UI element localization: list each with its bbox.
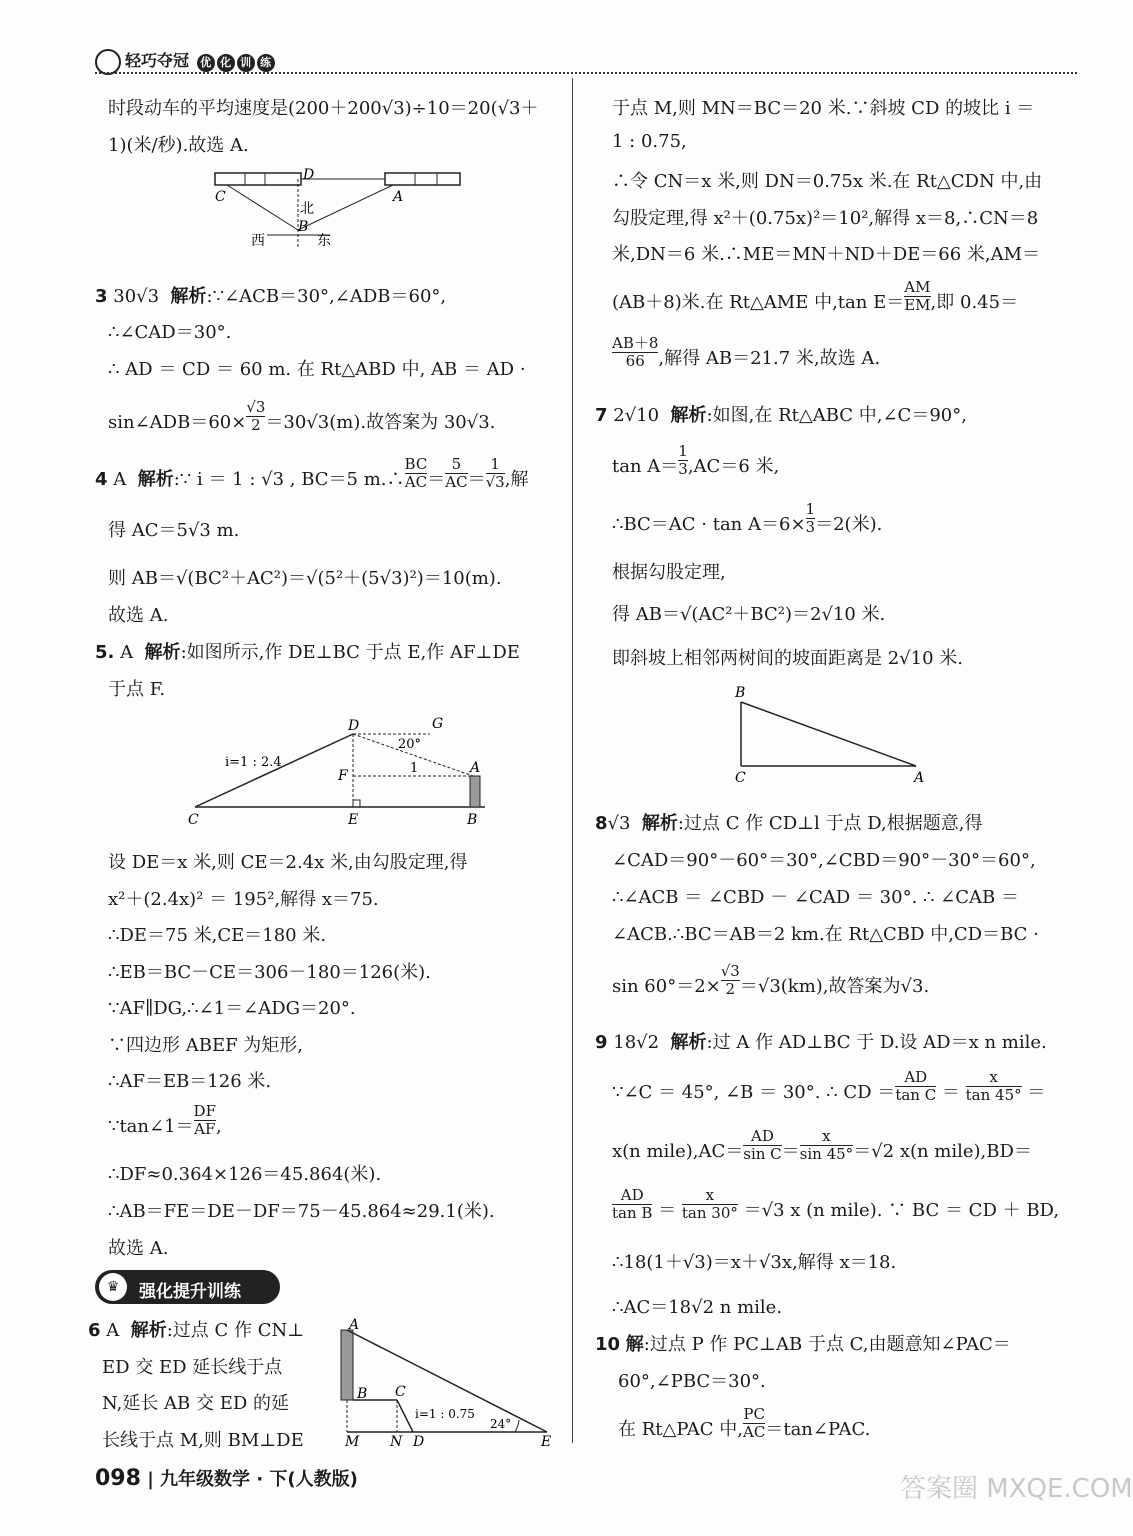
label-C: C [215, 189, 226, 205]
text-line: ED 交 ED 延长线于点 [102, 1357, 283, 1378]
text-line: $\frac{AD}{\text{tan B}}$ ＝ $\frac{x}{\tan 30^\circ}$ ＝√3 x (n mile). ∵ BC ＝ CD ＋ BD, [612, 1185, 1060, 1222]
text-line: 根据勾股定理, [612, 562, 726, 583]
text-line: sin∠ADB＝60× $\frac{√3}{2}$ ＝30√3(m).故答案为 30√3. [108, 397, 496, 434]
figure-slope [180, 710, 510, 835]
column-divider [572, 78, 573, 1443]
crown-icon: ♛ [99, 1273, 127, 1301]
label-B: B [467, 812, 478, 828]
logo-icon [95, 49, 121, 75]
label-east: 东 [317, 233, 331, 249]
question-10: 10 解:过点 P 作 PC⊥AB 于点 C,由题意知∠PAC＝ [595, 1334, 1011, 1355]
text-line: 米,DN＝6 米.∴ME＝MN＋ND＋DE＝66 米,AM＝ [612, 244, 1041, 265]
text-line: 设 DE＝x 米,则 CE＝2.4x 米,由勾股定理,得 [108, 852, 468, 873]
text-line: 60°,∠PBC＝30°. [618, 1371, 766, 1392]
text-line: 时段动车的平均速度是(200＋200√3)÷10＝20(√3＋ [108, 98, 539, 119]
text-line: ∴AB＝FE＝DE－DF＝75－45.864≈29.1(米). [108, 1201, 495, 1222]
label-G: G [432, 716, 444, 732]
slope-label: i=1 : 0.75 [415, 1407, 475, 1421]
angle-label: 24° [490, 1417, 512, 1431]
text-line: ∴DF≈0.364×126＝45.864(米). [108, 1164, 382, 1185]
label-E: E [541, 1434, 552, 1450]
label-north: 北 [300, 201, 314, 217]
label-A: A [349, 1317, 360, 1333]
text-line: 故选 A. [108, 605, 169, 626]
angle-1-label: 1 [410, 761, 419, 776]
page-number: 098 [95, 1466, 141, 1491]
label-west: 西 [251, 233, 265, 249]
text-line: ∠CAD＝90°－60°＝30°,∠CBD＝90°－30°＝60°, [612, 850, 1036, 871]
question-3: 3 30√3 解析:∵∠ACB＝30°,∠ADB＝60°, [95, 286, 447, 307]
text-line: ∴EB＝BC－CE＝306－180＝126(米). [108, 962, 431, 983]
question-9: 9 18√2 解析:过 A 作 AD⊥BC 于 D.设 AD＝x n mile. [595, 1032, 1047, 1053]
text-line: ∴∠ACB ＝ ∠CBD － ∠CAD ＝ 30°. ∴ ∠CAB ＝ [612, 887, 1019, 908]
text-line: 于点 M,则 MN＝BC＝20 米.∵斜坡 CD 的坡比 i ＝ [612, 98, 1035, 119]
text-line: 在 Rt△PAC 中, $\frac{PC}{AC}$ ＝tan∠PAC. [618, 1404, 871, 1441]
question-4: 4 A 解析:∵ i ＝ 1 : √3 , BC＝5 m.∴ $\frac{BC}{AC}$ ＝ $\frac{5}{AC}$ ＝ $\frac{1}{√3}$ ,解 [95, 454, 529, 491]
book-header [95, 48, 275, 75]
label-D: D [348, 718, 360, 734]
label-D: D [413, 1434, 425, 1450]
label-C: C [735, 770, 746, 786]
text-line: sin 60°＝2× $\frac{√3}{2}$ ＝√3(km),故答案为√3. [612, 961, 930, 998]
watermark: 答案圈 MXQE.COM [900, 1474, 1133, 1504]
header-tag: 练 [257, 54, 275, 72]
header-tag: 优 [197, 54, 215, 72]
figure-railway [205, 165, 465, 250]
angle-label: 20° [398, 737, 422, 752]
text-line: 1)(米/秒).故选 A. [108, 135, 249, 156]
text-line: ∵AF∥DG,∴∠1＝∠ADG＝20°. [108, 998, 356, 1019]
figure-triangle [728, 682, 928, 787]
text-line: ∵tan∠1＝ $\frac{DF}{AF}$ , [108, 1101, 222, 1138]
figure-tree-slope [335, 1318, 560, 1448]
header-divider [95, 72, 1077, 74]
question-7: 7 2√10 解析:如图,在 Rt△ABC 中,∠C＝90°, [595, 405, 967, 426]
label-N: N [390, 1434, 403, 1450]
text-line: 即斜坡上相邻两树间的坡面距离是 2√10 米. [612, 648, 963, 669]
text-line: 得 AB＝√(AC²＋BC²)＝2√10 米. [612, 604, 886, 625]
text-line: ∴令 CN＝x 米,则 DN＝0.75x 米.在 Rt△CDN 中,由 [612, 171, 1043, 192]
text-line: ∴ AD ＝ CD ＝ 60 m. 在 Rt△ABD 中, AB ＝ AD · [108, 359, 526, 380]
header-title: 轻巧夺冠 [125, 51, 190, 70]
book-title: 九年级数学 · 下(人教版) [160, 1469, 358, 1490]
label-E: E [348, 812, 359, 828]
label-A: A [470, 760, 481, 776]
text-line: $\frac{AB+8}{66}$ ,解得 AB＝21.7 米,故选 A. [612, 333, 881, 370]
text-line: ∴DE＝75 米,CE＝180 米. [108, 925, 327, 946]
text-line: ∴AF＝EB＝126 米. [108, 1071, 272, 1092]
text-line: ∴AC＝18√2 n mile. [612, 1297, 783, 1318]
label-B: B [298, 219, 309, 235]
question-5: 5. A 解析:如图所示,作 DE⊥BC 于点 E,作 AF⊥DE [95, 642, 520, 663]
header-tag: 化 [217, 54, 235, 72]
label-C: C [395, 1384, 406, 1400]
text-line: 勾股定理,得 x²＋(0.75x)²＝10²,解得 x＝8,∴CN＝8 [612, 208, 1039, 229]
text-line: tan A＝ $\frac{1}{3}$ ,AC＝6 米, [612, 441, 780, 478]
text-line: N,延长 AB 交 ED 的延 [102, 1393, 290, 1414]
label-B: B [357, 1386, 368, 1402]
header-tag: 训 [237, 54, 255, 72]
text-line: 长线于点 M,则 BM⊥DE [102, 1430, 304, 1451]
label-C: C [188, 812, 199, 828]
label-M: M [345, 1434, 360, 1450]
page-footer: 098 | 九年级数学 · 下(人教版) [95, 1466, 358, 1491]
text-line: ∵∠C ＝ 45°, ∠B ＝ 30°. ∴ CD ＝ $\frac{AD}{\text{tan C}}$ ＝ $\frac{x}{\tan 45^\circ}$ ＝ [612, 1067, 1046, 1104]
text-line: 得 AC＝5√3 m. [108, 520, 240, 541]
label-A: A [914, 770, 925, 786]
text-line: 1 : 0.75, [612, 131, 687, 152]
label-A: A [393, 189, 404, 205]
section-banner: ♛ 强化提升训练 [95, 1270, 280, 1304]
label-D: D [303, 167, 315, 183]
text-line: ∴18(1＋√3)＝x＋√3x,解得 x＝18. [612, 1252, 897, 1273]
text-line: ∵四边形 ABEF 为矩形, [108, 1035, 304, 1056]
text-line: 故选 A. [108, 1238, 169, 1259]
text-line: ∴BC＝AC · tan A＝6× $\frac{1}{3}$ ＝2(米). [612, 499, 883, 536]
text-line: x²＋(2.4x)² ＝ 195²,解得 x＝75. [108, 889, 379, 910]
question-8: 8√3 解析:过点 C 作 CD⊥l 于点 D,根据题意,得 [595, 813, 983, 834]
text-line: (AB＋8)米.在 Rt△AME 中,tan E＝ $\frac{AM}{EM}$ ,即 0.45＝ [612, 277, 1019, 314]
text-line: x(n mile),AC＝ $\frac{AD}{\text{sin C}}$ ＝ $\frac{x}{\sin 45^\circ}$ ＝√2 x(n mile),BD＝ [612, 1126, 1032, 1163]
question-6: 6 A 解析:过点 C 作 CN⊥ [88, 1320, 305, 1341]
label-B: B [735, 685, 746, 701]
slope-label: i=1 : 2.4 [225, 755, 282, 770]
text-line: ∴∠CAD＝30°. [108, 322, 232, 343]
text-line: 则 AB＝√(BC²＋AC²)＝√(5²＋(5√3)²)＝10(m). [108, 568, 502, 589]
text-line: ∠ACB.∴BC＝AB＝2 km.在 Rt△CBD 中,CD＝BC · [612, 924, 1039, 945]
label-F: F [338, 768, 348, 784]
text-line: 于点 F. [108, 679, 166, 700]
